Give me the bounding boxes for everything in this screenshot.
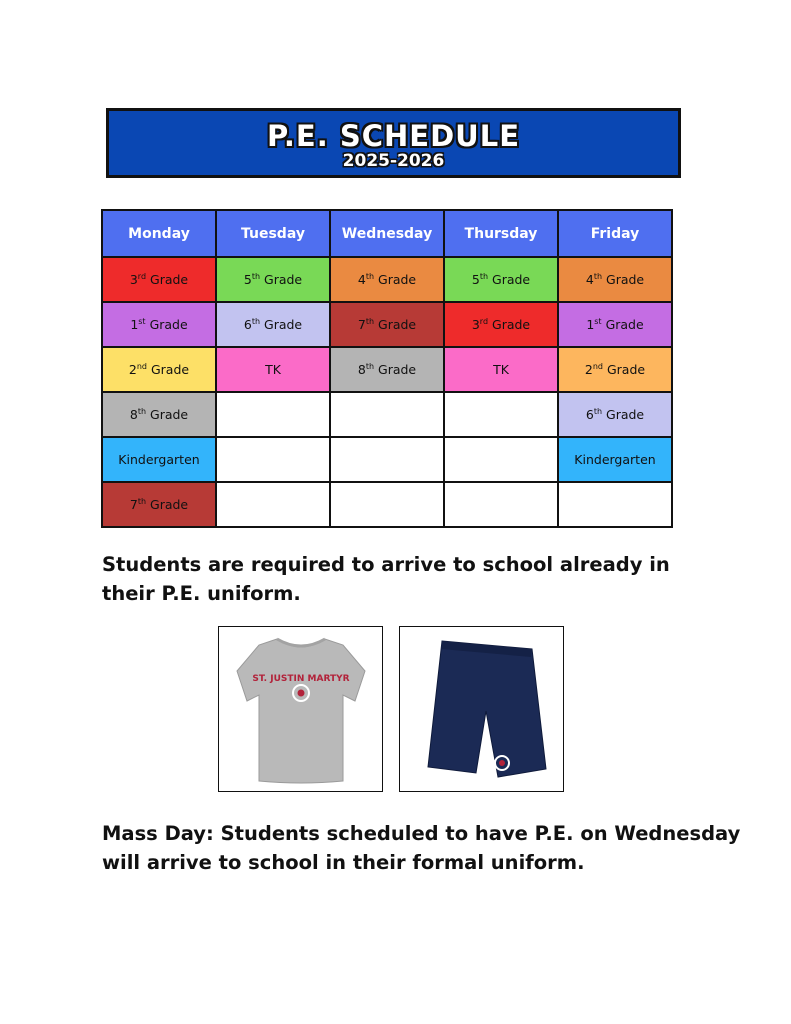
schedule-cell: 1st Grade bbox=[102, 302, 216, 347]
header-friday: Friday bbox=[558, 210, 672, 257]
school-year: 2025-2026 bbox=[342, 151, 445, 171]
table-row bbox=[102, 482, 672, 527]
schedule-cell: 2nd Grade bbox=[102, 347, 216, 392]
schedule-cell: 8th Grade bbox=[330, 347, 444, 392]
schedule-cell: 3rd Grade bbox=[102, 257, 216, 302]
schedule-cell: 2nd Grade bbox=[558, 347, 672, 392]
schedule-cell-empty bbox=[330, 482, 444, 527]
schedule-cell: 7th Grade bbox=[102, 482, 216, 527]
schedule-cell: 4th Grade bbox=[558, 257, 672, 302]
schedule-cell-empty bbox=[444, 437, 558, 482]
schedule-cell: 1st Grade bbox=[558, 302, 672, 347]
pe-shirt-image bbox=[218, 626, 383, 792]
schedule-cell-empty bbox=[216, 482, 330, 527]
table-header-row bbox=[102, 210, 672, 257]
pe-shorts-image bbox=[399, 626, 564, 792]
schedule-cell: Kindergarten bbox=[558, 437, 672, 482]
schedule-cell: 7th Grade bbox=[330, 302, 444, 347]
schedule-cell: 5th Grade bbox=[444, 257, 558, 302]
mass-day-notice: Mass Day: Students scheduled to have P.E. on Wednesday will arrive to school in their formal uniform. bbox=[102, 822, 741, 874]
header-thursday: Thursday bbox=[444, 210, 558, 257]
schedule-cell: 3rd Grade bbox=[444, 302, 558, 347]
schedule-cell-empty bbox=[444, 482, 558, 527]
schedule-cell-empty bbox=[330, 437, 444, 482]
schedule-cell-empty bbox=[330, 392, 444, 437]
schedule-cell-empty bbox=[216, 437, 330, 482]
schedule-cell: 6th Grade bbox=[216, 302, 330, 347]
schedule-cell: TK bbox=[216, 347, 330, 392]
schedule-cell: 5th Grade bbox=[216, 257, 330, 302]
table-row bbox=[102, 347, 672, 392]
schedule-cell-empty bbox=[558, 482, 672, 527]
tshirt-illustration bbox=[219, 627, 382, 791]
schedule-cell: TK bbox=[444, 347, 558, 392]
table-row bbox=[102, 302, 672, 347]
schedule-cell: Kindergarten bbox=[102, 437, 216, 482]
header-monday: Monday bbox=[102, 210, 216, 257]
schedule-cell: 6th Grade bbox=[558, 392, 672, 437]
page-title: P.E. SCHEDULE bbox=[266, 119, 521, 153]
title-banner bbox=[106, 108, 681, 178]
pe-schedule-table bbox=[101, 209, 673, 528]
table-row bbox=[102, 392, 672, 437]
table-row bbox=[102, 437, 672, 482]
shorts-illustration bbox=[400, 627, 563, 791]
schedule-cell-empty bbox=[444, 392, 558, 437]
shirt-print-text: ST. JUSTIN MARTYR bbox=[252, 674, 350, 684]
header-wednesday: Wednesday bbox=[330, 210, 444, 257]
schedule-cell-empty bbox=[216, 392, 330, 437]
schedule-cell: 8th Grade bbox=[102, 392, 216, 437]
schedule-cell: 4th Grade bbox=[330, 257, 444, 302]
header-tuesday: Tuesday bbox=[216, 210, 330, 257]
uniform-notice: Students are required to arrive to school already in their P.E. uniform. bbox=[102, 553, 670, 605]
table-row bbox=[102, 257, 672, 302]
